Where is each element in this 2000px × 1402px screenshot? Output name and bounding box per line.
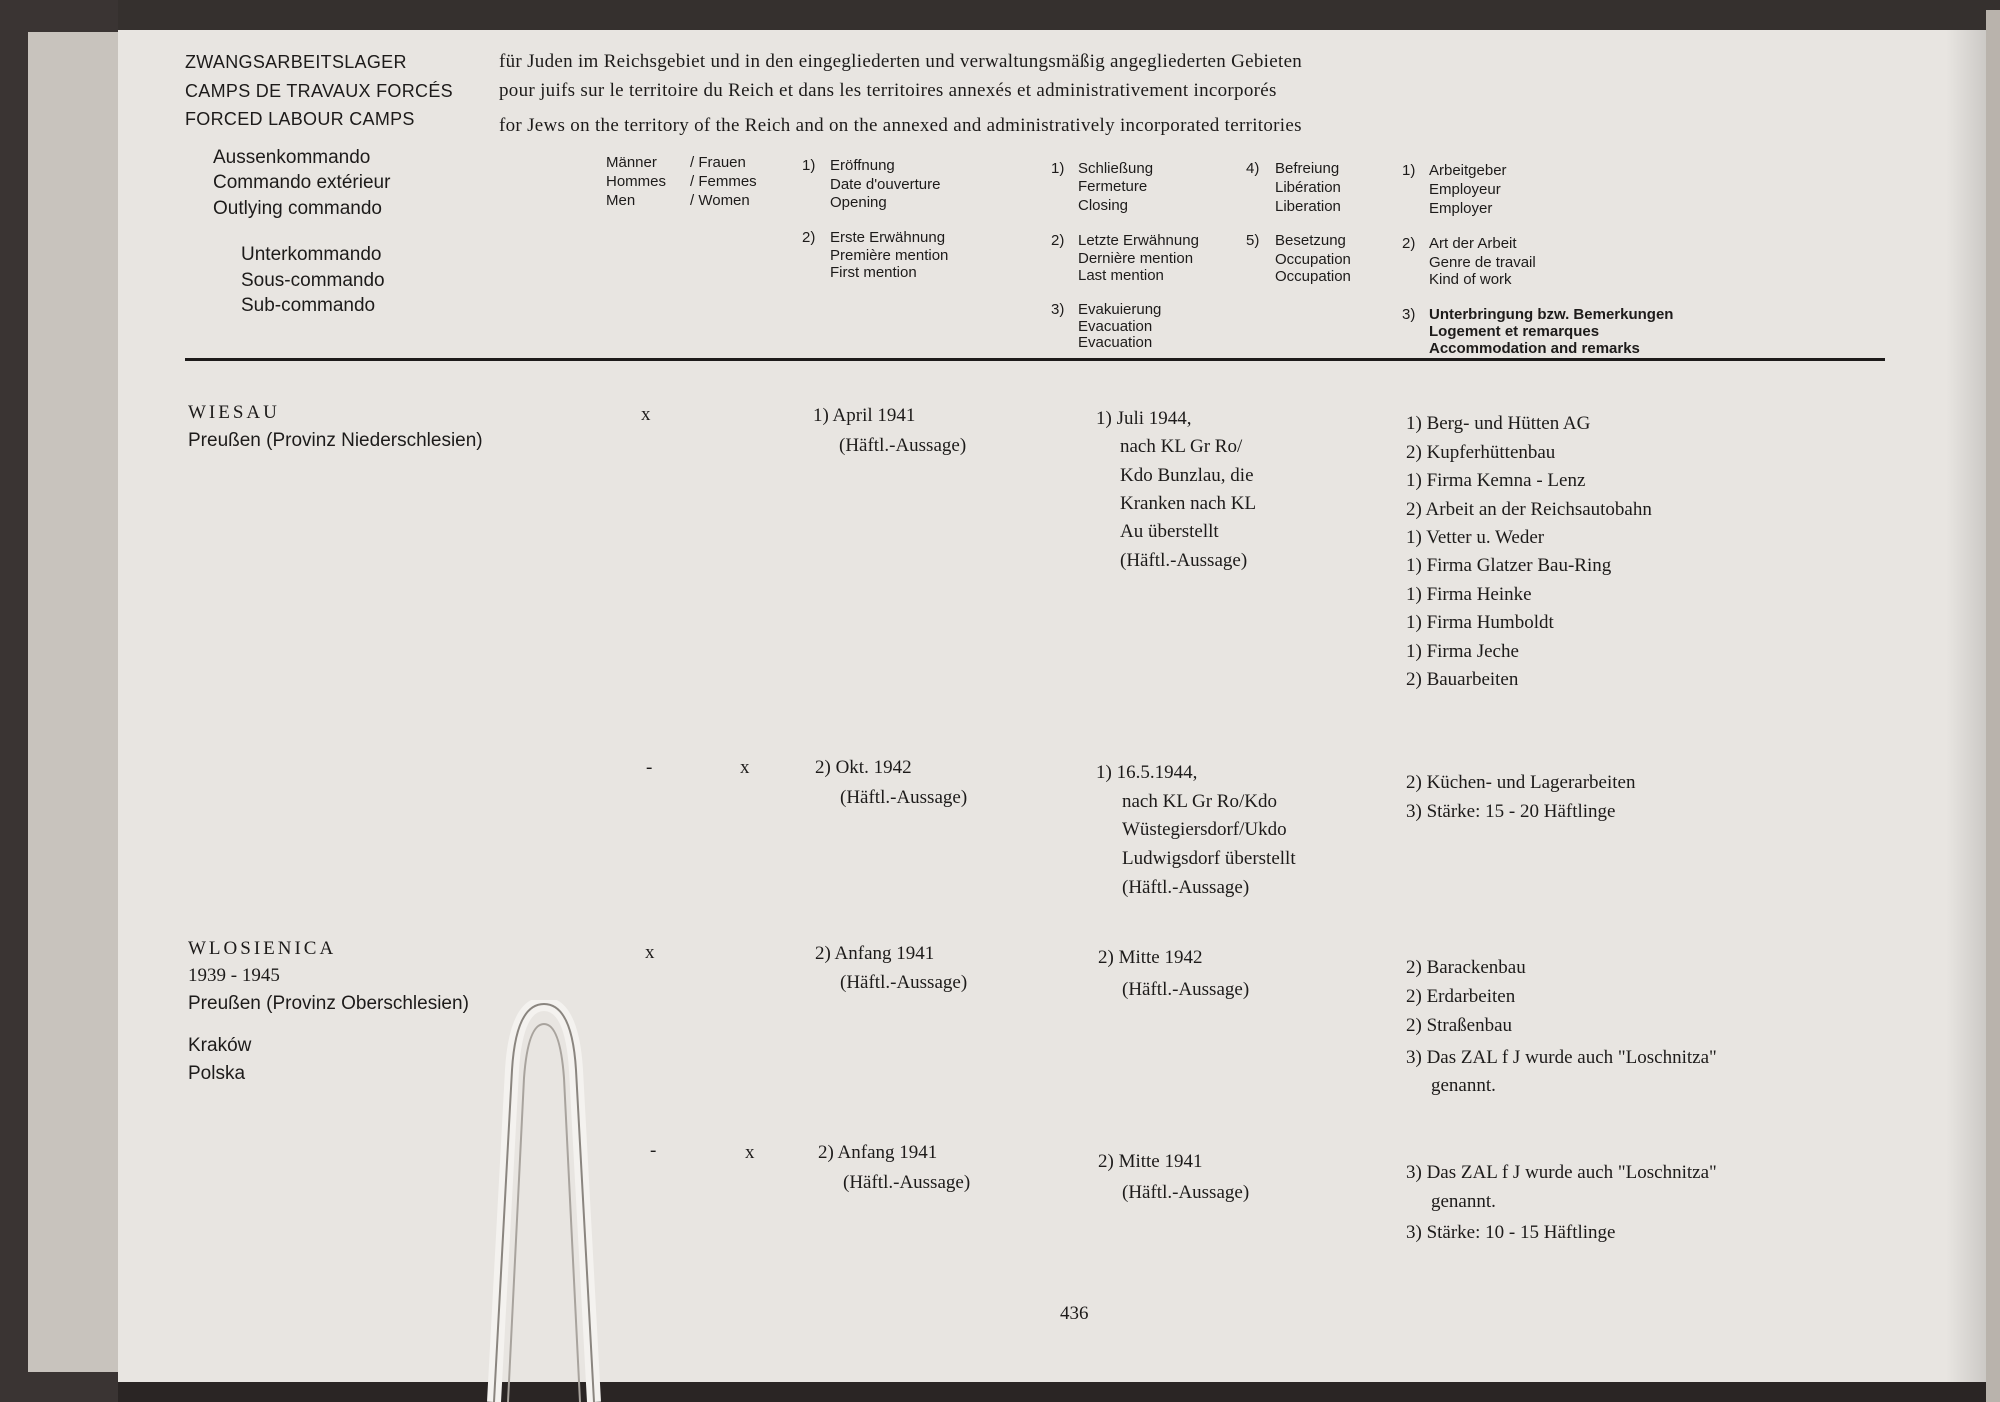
entry-wlosienica-women-women-mark: x <box>745 1142 755 1163</box>
legend-opening-number: 1) <box>802 157 816 174</box>
entry-wiesau-work-10: 2) Bauarbeiten <box>1406 669 1519 690</box>
legend-opening-en: Opening <box>830 194 887 211</box>
legend-closing-number: 1) <box>1051 160 1065 177</box>
legend-kind-of-work-number: 2) <box>1402 235 1416 252</box>
legend-first-mention-en: First mention <box>830 264 917 281</box>
entry-wlosienica-work-1: 2) Barackenbau <box>1406 957 1526 978</box>
legend-kind-of-work-fr: Genre de travail <box>1429 254 1536 271</box>
legend-employer-number: 1) <box>1402 162 1416 179</box>
entry-wlosienica-closing-2: (Häftl.-Aussage) <box>1122 979 1250 1000</box>
entry-wiesau-closing-5: Au überstellt <box>1120 521 1219 542</box>
page-holder-clip <box>484 1000 604 1402</box>
entry-wiesau-women-opening-1: 2) Okt. 1942 <box>815 757 912 778</box>
entry-wiesau-women-closing-3: Wüstegiersdorf/Ukdo <box>1122 819 1287 840</box>
legend-occupation-en: Occupation <box>1275 268 1351 285</box>
entry-wlosienica-women-men-mark: - <box>650 1140 657 1161</box>
entry-wlosienica-work-3: 2) Straßenbau <box>1406 1015 1513 1036</box>
header-divider-rule <box>185 358 1885 361</box>
entry-wlosienica-name: WLOSIENICA <box>188 938 337 959</box>
legend-liberation-number: 4) <box>1246 160 1260 177</box>
legend-remarks-en: Accommodation and remarks <box>1429 340 1640 357</box>
entry-wiesau-closing-3: Kdo Bunzlau, die <box>1120 465 1254 486</box>
entry-wlosienica-region: Preußen (Provinz Oberschlesien) <box>188 993 469 1014</box>
legend-closing-fr: Fermeture <box>1078 178 1148 195</box>
entry-wlosienica-women-opening-1: 2) Anfang 1941 <box>818 1142 938 1163</box>
entry-wiesau-opening-2: (Häftl.-Aussage) <box>839 435 967 456</box>
entry-wiesau-women-women-mark: x <box>740 757 750 778</box>
entry-wiesau-closing-4: Kranken nach KL <box>1120 493 1257 514</box>
legend-liberation-en: Liberation <box>1275 198 1341 215</box>
legend-women-fr: / Femmes <box>690 173 757 190</box>
description-english: for Jews on the territory of the Reich and on the annexed and administratively incorporated territories <box>499 115 1302 136</box>
legend-last-mention-fr: Dernière mention <box>1078 250 1194 267</box>
bleed-through-text <box>1700 52 1824 75</box>
legend-aussenkommando-en: Outlying commando <box>213 198 382 219</box>
legend-liberation-fr: Libération <box>1275 179 1341 196</box>
legend-last-mention-de: Letzte Erwähnung <box>1078 232 1199 249</box>
legend-employer-fr: Employeur <box>1429 181 1501 198</box>
legend-closing-en: Closing <box>1078 197 1129 214</box>
legend-unterkommando-fr: Sous-commando <box>241 270 385 291</box>
entry-wlosienica-country: Polska <box>188 1063 246 1084</box>
entry-wiesau-women-men-mark: - <box>646 757 653 778</box>
entry-wiesau-women-work-2: 3) Stärke: 15 - 20 Häftlinge <box>1406 801 1616 822</box>
legend-evacuation-en: Evacuation <box>1078 334 1153 351</box>
entry-wiesau-work-2: 2) Kupferhüttenbau <box>1406 442 1556 463</box>
entry-wiesau-women-closing-5: (Häftl.-Aussage) <box>1122 877 1250 898</box>
entry-wlosienica-women-closing-1: 2) Mitte 1941 <box>1098 1151 1203 1172</box>
entry-wlosienica-opening-2: (Häftl.-Aussage) <box>840 972 968 993</box>
title-german: ZWANGSARBEITSLAGER <box>185 52 407 72</box>
entry-wiesau-work-4: 2) Arbeit an der Reichsautobahn <box>1406 499 1652 520</box>
entry-wiesau-work-3: 1) Firma Kemna - Lenz <box>1406 470 1586 491</box>
legend-men-en: Men <box>606 192 636 209</box>
legend-remarks-de: Unterbringung bzw. Bemerkungen <box>1429 306 1674 323</box>
entry-wlosienica-work-4: 3) Das ZAL f J wurde auch "Loschnitza" <box>1406 1047 1717 1068</box>
entry-wlosienica-work-5: genannt. <box>1431 1075 1496 1096</box>
book-right-edge <box>1986 10 2000 1402</box>
scan-background-top <box>0 0 2000 30</box>
entry-wiesau-opening-1: 1) April 1941 <box>813 405 916 426</box>
entry-wiesau-work-6: 1) Firma Glatzer Bau-Ring <box>1406 555 1612 576</box>
entry-wiesau-work-1: 1) Berg- und Hütten AG <box>1406 413 1591 434</box>
entry-wiesau-closing-1: 1) Juli 1944, <box>1096 408 1192 429</box>
legend-employer-en: Employer <box>1429 200 1493 217</box>
legend-women-de: / Frauen <box>690 154 746 171</box>
legend-occupation-number: 5) <box>1246 232 1260 249</box>
legend-last-mention-number: 2) <box>1051 232 1065 249</box>
legend-aussenkommando-fr: Commando extérieur <box>213 172 391 193</box>
description-german: für Juden im Reichsgebiet und in den eingegliederten und verwaltungsmäßig angegliederten Gebieten <box>499 51 1303 72</box>
legend-kind-of-work-en: Kind of work <box>1429 271 1512 288</box>
legend-closing-de: Schließung <box>1078 160 1154 177</box>
entry-wlosienica-women-closing-2: (Häftl.-Aussage) <box>1122 1182 1250 1203</box>
legend-unterkommando-de: Unterkommando <box>241 244 382 265</box>
title-english: FORCED LABOUR CAMPS <box>185 109 415 129</box>
legend-evacuation-de: Evakuierung <box>1078 301 1162 318</box>
legend-remarks-fr: Logement et remarques <box>1429 323 1600 340</box>
entry-wiesau-women-closing-4: Ludwigsdorf überstellt <box>1122 848 1296 869</box>
page-number: 436 <box>1060 1303 1089 1324</box>
entry-wlosienica-work-2: 2) Erdarbeiten <box>1406 986 1516 1007</box>
entry-wlosienica-city: Kraków <box>188 1035 252 1056</box>
entry-wiesau-women-closing-2: nach KL Gr Ro/Kdo <box>1122 791 1277 812</box>
legend-last-mention-en: Last mention <box>1078 267 1164 284</box>
entry-wlosienica-men-mark: x <box>645 942 655 963</box>
description-french: pour juifs sur le territoire du Reich et dans les territoires annexés et administrativement incorporés <box>499 80 1277 101</box>
page-stack-edge <box>28 32 120 1372</box>
legend-first-mention-number: 2) <box>802 229 816 246</box>
legend-opening-fr: Date d'ouverture <box>830 176 941 193</box>
legend-remarks-number: 3) <box>1402 306 1416 323</box>
legend-employer-de: Arbeitgeber <box>1429 162 1507 179</box>
legend-evacuation-fr: Evacuation <box>1078 318 1153 335</box>
entry-wiesau-women-opening-2: (Häftl.-Aussage) <box>840 787 968 808</box>
entry-wlosienica-women-work-1: 3) Das ZAL f J wurde auch "Loschnitza" <box>1406 1162 1717 1183</box>
legend-aussenkommando-de: Aussenkommando <box>213 147 371 168</box>
entry-wiesau-women-work-1: 2) Küchen- und Lagerarbeiten <box>1406 772 1636 793</box>
entry-wiesau-work-8: 1) Firma Humboldt <box>1406 612 1554 633</box>
entry-wlosienica-opening-1: 2) Anfang 1941 <box>815 943 935 964</box>
legend-unterkommando-en: Sub-commando <box>241 295 376 316</box>
entry-wiesau-closing-2: nach KL Gr Ro/ <box>1120 436 1243 457</box>
entry-wlosienica-women-work-3: 3) Stärke: 10 - 15 Häftlinge <box>1406 1222 1616 1243</box>
entry-wiesau-name: WIESAU <box>188 402 280 423</box>
legend-liberation-de: Befreiung <box>1275 160 1340 177</box>
entry-wiesau-region: Preußen (Provinz Niederschlesien) <box>188 430 483 451</box>
legend-men-fr: Hommes <box>606 173 667 190</box>
entry-wiesau-work-7: 1) Firma Heinke <box>1406 584 1532 605</box>
entry-wlosienica-women-work-2: genannt. <box>1431 1191 1496 1212</box>
entry-wiesau-closing-6: (Häftl.-Aussage) <box>1120 550 1248 571</box>
legend-women-en: / Women <box>690 192 750 209</box>
legend-first-mention-fr: Première mention <box>830 247 949 264</box>
legend-kind-of-work-de: Art der Arbeit <box>1429 235 1517 252</box>
entry-wiesau-work-9: 1) Firma Jeche <box>1406 641 1519 662</box>
entry-wlosienica-years: 1939 - 1945 <box>188 965 280 986</box>
legend-first-mention-de: Erste Erwähnung <box>830 229 946 246</box>
legend-occupation-de: Besetzung <box>1275 232 1346 249</box>
entry-wlosienica-closing-1: 2) Mitte 1942 <box>1098 947 1203 968</box>
legend-men-de: Männer <box>606 154 657 171</box>
entry-wlosienica-women-opening-2: (Häftl.-Aussage) <box>843 1172 971 1193</box>
entry-wiesau-men-mark: x <box>641 404 651 425</box>
legend-evacuation-number: 3) <box>1051 301 1065 318</box>
entry-wiesau-work-5: 1) Vetter u. Weder <box>1406 527 1545 548</box>
legend-occupation-fr: Occupation <box>1275 251 1351 268</box>
legend-opening-de: Eröffnung <box>830 157 895 174</box>
title-french: CAMPS DE TRAVAUX FORCÉS <box>185 81 453 101</box>
entry-wiesau-women-closing-1: 1) 16.5.1944, <box>1096 762 1198 783</box>
